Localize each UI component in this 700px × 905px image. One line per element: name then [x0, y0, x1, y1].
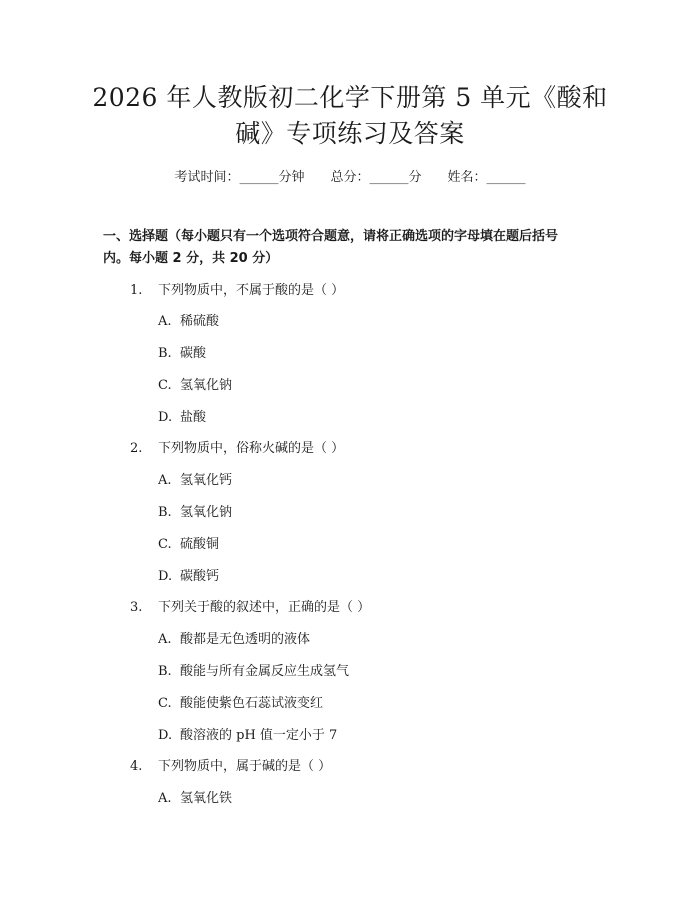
option-letter: D.	[158, 410, 173, 425]
question-number: 3.	[130, 600, 143, 615]
exam-score: 总分：______分	[330, 170, 422, 185]
option-letter: C.	[158, 696, 172, 711]
option-1b	[158, 345, 206, 363]
option-letter: D.	[158, 728, 173, 743]
option-letter: C.	[158, 537, 172, 552]
question-4	[130, 758, 331, 776]
question-text: 下列物质中，属于碱的是（ ）	[158, 759, 332, 774]
question-text: 下列关于酸的叙述中，正确的是（ ）	[158, 600, 371, 615]
section-heading-line-1: 一、选择题（每小题只有一个选项符合题意，请将正确选项的字母填在题后括号	[103, 229, 559, 244]
option-text: 酸都是无色透明的液体	[180, 632, 311, 647]
question-text: 下列物质中，不属于酸的是（ ）	[158, 283, 345, 298]
question-text: 下列物质中，俗称火碱的是（ ）	[158, 441, 345, 456]
option-2c	[158, 536, 219, 554]
option-2a	[158, 472, 232, 490]
option-3d	[158, 727, 337, 745]
title-line-1: 2026 年人教版初二化学下册第 5 单元《酸和	[92, 83, 608, 112]
option-text: 氢氧化钠	[180, 505, 233, 520]
option-text: 氢氧化钠	[180, 378, 233, 393]
option-text: 酸能与所有金属反应生成氢气	[180, 664, 350, 679]
option-3b	[158, 663, 349, 681]
option-3c	[158, 695, 323, 713]
question-number: 1.	[130, 283, 143, 298]
option-text: 氢氧化铁	[180, 791, 233, 806]
option-letter: C.	[158, 378, 172, 393]
question-number: 2.	[130, 441, 143, 456]
option-2d	[158, 568, 219, 586]
option-letter: B.	[158, 346, 172, 361]
option-text: 碳酸	[180, 346, 207, 361]
option-letter: A.	[158, 632, 172, 647]
option-text: 酸能使紫色石蕊试液变红	[180, 696, 324, 711]
title-line-2: 碱》专项练习及答案	[235, 119, 465, 148]
question-2	[130, 440, 344, 458]
option-text: 酸溶液的 pH 值一定小于 7	[180, 728, 338, 743]
option-text: 盐酸	[180, 410, 207, 425]
document-title	[60, 80, 640, 152]
option-4a	[158, 790, 232, 808]
option-letter: A.	[158, 791, 172, 806]
exam-name: 姓名：______	[447, 170, 526, 185]
option-text: 氢氧化钙	[180, 473, 233, 488]
option-letter: D.	[158, 569, 173, 584]
section-heading-line-2: 内。每小题 2 分，共 20 分）	[103, 251, 279, 266]
option-text: 稀硫酸	[180, 314, 220, 329]
option-1a	[158, 313, 219, 331]
question-3	[130, 599, 370, 617]
option-letter: B.	[158, 505, 172, 520]
section-heading	[103, 226, 614, 270]
option-1d	[158, 409, 206, 427]
option-text: 硫酸铜	[180, 537, 220, 552]
exam-time: 考试时间：______分钟	[174, 170, 305, 185]
option-letter: B.	[158, 664, 172, 679]
option-2b	[158, 504, 232, 522]
option-letter: A.	[158, 314, 172, 329]
question-number: 4.	[130, 759, 143, 774]
exam-info	[0, 169, 700, 187]
question-1	[130, 282, 344, 300]
option-text: 碳酸钙	[180, 569, 220, 584]
option-3a	[158, 631, 310, 649]
option-letter: A.	[158, 473, 172, 488]
option-1c	[158, 377, 232, 395]
